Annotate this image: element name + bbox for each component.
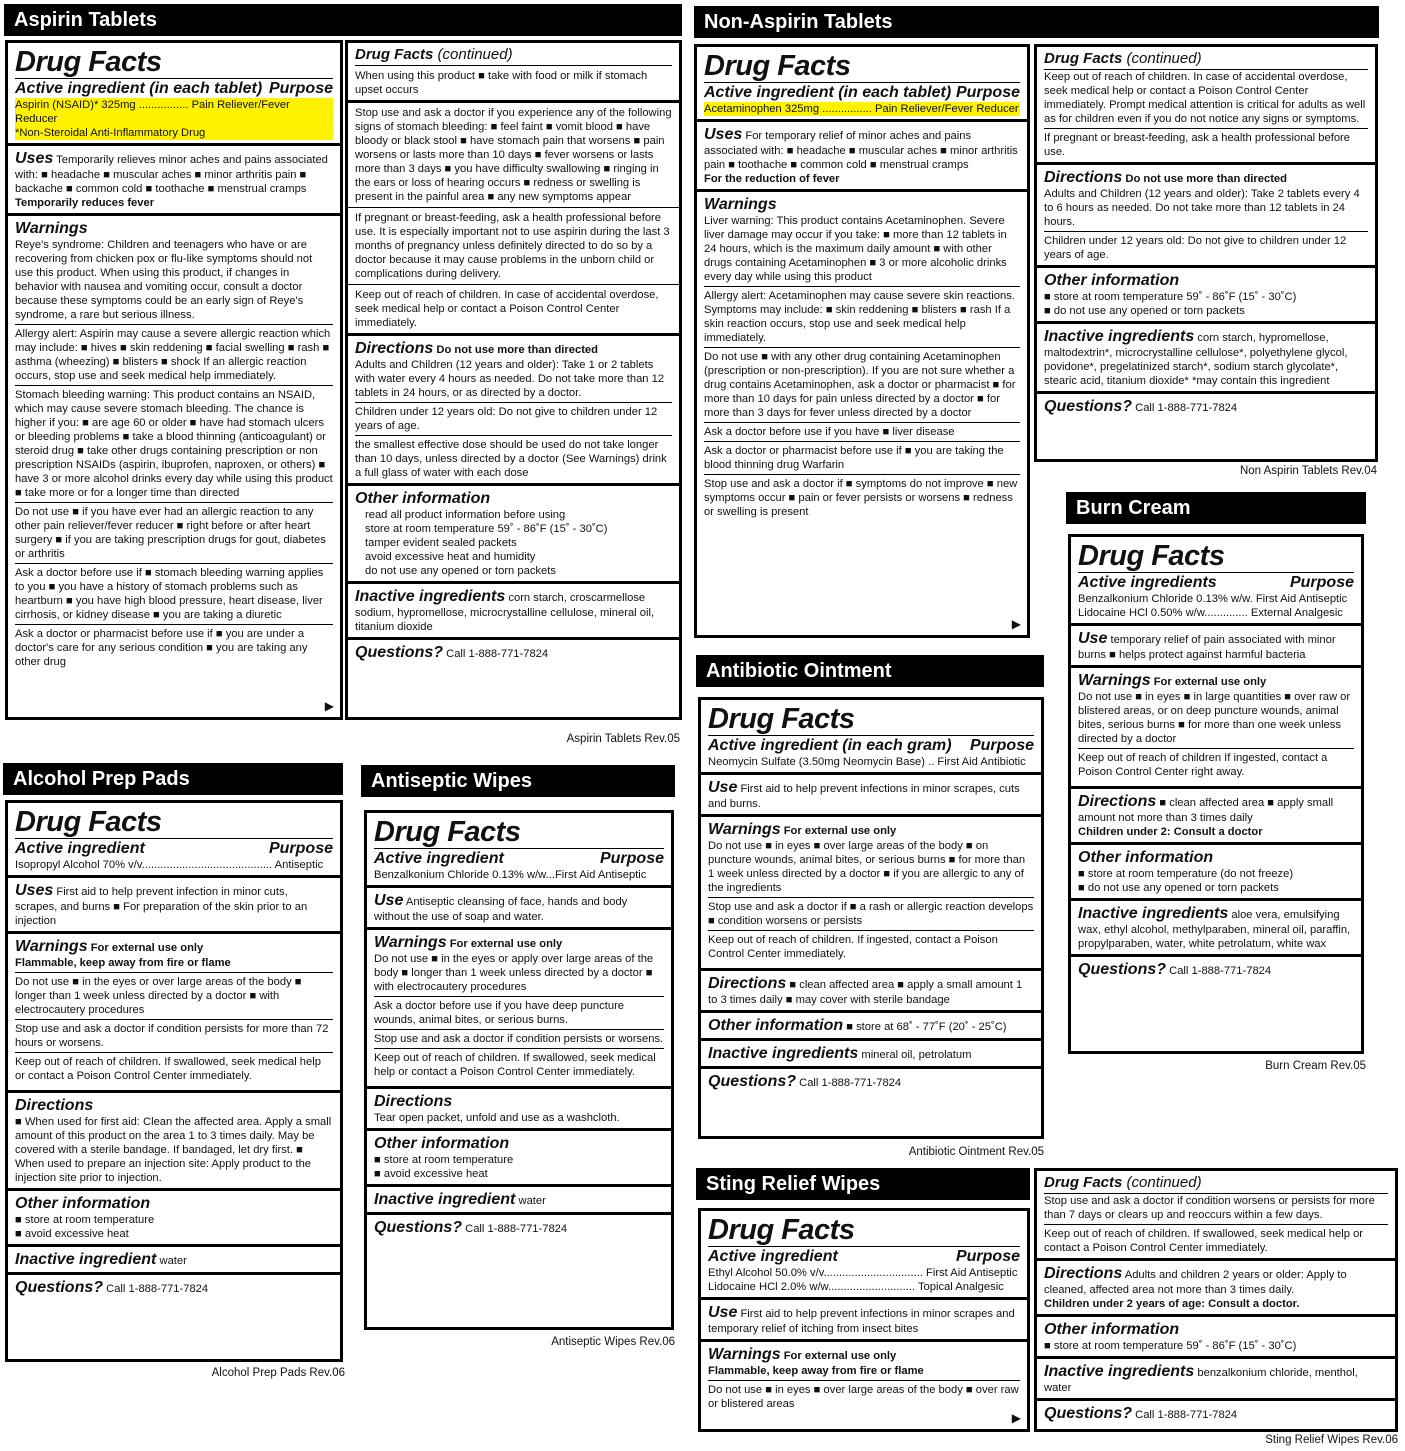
uses-heading: Use — [1078, 630, 1108, 647]
pregnant-warning: If pregnant or breast-feeding, ask a health professional before use. — [1044, 132, 1350, 158]
purpose-heading: Purpose — [1289, 574, 1354, 591]
drug-facts-title: Drug Facts — [15, 46, 162, 78]
other-info-heading: Other information — [374, 1135, 510, 1152]
do-not-use: Do not use ■ with any other drug containing Acetaminophen (prescription or non-prescription). If you are not sure whether a drug contains Acetaminophen, ask a doctor or pharmacist ■ for more than 10 days for pain unless directed by a doctor ■ for more than 3 days for fever unless directed by a doctor — [704, 350, 1020, 423]
other-info-line: avoid excessive heat and humidity — [365, 551, 536, 563]
stop-use: Stop use and ask a doctor if you experience any of the following signs of stomach bleeding: ■ feel faint ■ vomit blood ■ have bloody or black stool ■ have stomach pain that worsens ■ pain worsens or lasts more than 10 days ■ fever worsens or lasts more than 3 days ■ you have difficulty swallowing ■ ringing in the ears or loss of hearing occurs ■ redness or swelling is present in the painful area ■ any new symptoms appear — [348, 103, 679, 208]
questions-phone: Call 1-888-771-7824 — [465, 1223, 568, 1235]
drug-facts-cont-title: Drug Facts — [355, 46, 434, 63]
keep-out-reach: Keep out of reach of children. In case of accidental overdose, seek medical help or contact a Poison Control Center immediately. — [348, 285, 679, 336]
other-info-line: ■ do not use any opened or torn packets — [1078, 882, 1279, 894]
do-not-use: Do not use ■ in the eyes or over large areas of the body ■ longer than 1 week unless directed by a doctor ■ with electrocautery procedures — [15, 975, 333, 1020]
stop-use: Stop use and ask a doctor if ■ a rash or allergic reaction develops ■ condition worsens or persists — [708, 900, 1034, 931]
alcohol-panel — [5, 800, 343, 1362]
other-info-heading: Other information — [1044, 1321, 1180, 1338]
antibiotic-header: Antibiotic Ointment — [696, 655, 1044, 687]
when-using: When using this product ■ take with food or milk if stomach upset occurs — [355, 70, 648, 96]
uses-text: First aid to help prevent infection in minor cuts, scrapes, and burns ■ For preparation of the skin prior to an injection — [15, 886, 308, 927]
antiseptic-panel — [364, 810, 674, 1330]
drug-facts-title: Drug Facts — [374, 816, 521, 848]
nonaspirin-panel-left — [694, 44, 1030, 638]
directions-text: Adults and children 2 years or older: Apply to cleaned, affected area not more than 3 times daily. — [1044, 1269, 1347, 1296]
other-info-text: ■ store at 68˚ - 77˚F (20˚ - 25˚C) — [846, 1021, 1007, 1033]
warnings-heading: Warnings — [708, 821, 781, 838]
inactive-heading: Inactive ingredient — [374, 1191, 516, 1208]
inactive-heading: Inactive ingredients — [1044, 328, 1195, 345]
purpose-heading: Purpose — [969, 737, 1034, 754]
aspirin-revision: Aspirin Tablets Rev.05 — [566, 733, 680, 745]
active-heading: Active ingredient — [374, 850, 504, 867]
other-info-heading: Other information — [1078, 849, 1214, 866]
allergy-alert: Allergy alert: Aspirin may cause a severe allergic reaction which may include: ■ hives ■ skin reddening ■ facial swelling ■ rash ■ asthma (wheezing) ■ blisters ■ shock If an allergic reaction occurs, stop use and seek medical help immediately. — [15, 327, 333, 386]
purpose-heading: Purpose — [955, 84, 1020, 101]
inactive-text: water — [159, 1255, 187, 1267]
directions-heading: Directions — [1044, 1265, 1123, 1282]
active-ingredient: Neomycin Sulfate (3.50mg Neomycin Base) .. First Aid Antibiotic — [708, 756, 1026, 768]
ask-pharmacist: Ask a doctor or pharmacist before use if ■ you are under a doctor's care for any serious condition ■ you are taking any other drug — [15, 628, 308, 668]
burn-revision: Burn Cream Rev.05 — [1265, 1060, 1366, 1072]
questions-phone: Call 1-888-771-7824 — [799, 1077, 902, 1089]
antibiotic-revision: Antibiotic Ointment Rev.05 — [908, 1146, 1044, 1158]
questions-phone: Call 1-888-771-7824 — [106, 1283, 209, 1295]
other-info-line: tamper evident sealed packets — [365, 537, 517, 549]
liver-warning: Liver warning: This product contains Acetaminophen. Severe liver damage may occur if you take: ■ more than 12 tablets in 24 hours, which is the maximum daily amount ■ with other drugs containing Acetaminophen ■ 3 or more alcoholic drinks every day while using this product — [704, 214, 1020, 287]
directions-note: Do not use more than directed — [1125, 173, 1287, 185]
questions-heading: Questions? — [1044, 398, 1133, 415]
do-not-use: Do not use ■ in eyes ■ over large areas of the body ■ over raw or blistered areas — [708, 1384, 1019, 1410]
directions-note: Do not use more than directed — [436, 344, 598, 356]
do-not-use: Do not use ■ in eyes ■ in large quantities ■ over raw or blistered areas, or on deep puncture wounds, animal bites, serious burns ■ for more than one week unless directed by a doctor — [1078, 690, 1354, 749]
active-heading: Active ingredient — [708, 1248, 838, 1265]
burn-header: Burn Cream — [1066, 492, 1366, 524]
stop-use: Stop use and ask a doctor if condition persists or worsens. — [374, 1032, 664, 1049]
directions-heading: Directions — [374, 1093, 453, 1110]
inactive-text: corn starch, hypromellose, maltodextrin*, microcrystalline cellulose*, polyethylene glycol, povidone*, pregelatinized starch*, sodium starch glycolate*, stearic acid, titanium dioxide* *may contain this ingredient — [1044, 332, 1348, 387]
active-ingredient-1: Ethyl Alcohol 50.0% v/v................................ First Aid Antiseptic — [708, 1267, 1018, 1279]
stomach-warning: Stomach bleeding warning: This product contains an NSAID, which may cause severe stomach bleeding. The chance is higher if you: ■ are age 60 or older ■ have had stomach ulcers or bleeding problems ■ take a blood thinning (anticoagulant) or steroid drug ■ take other drugs containing prescription or non prescription NSAIDs (aspirin, ibuprofen, naproxen, or others) ■ have 3 or more alcohol drinks every day while using this product ■ take more or for a longer time than directed — [15, 388, 333, 503]
active-ingredient: Benzalkonium Chloride 0.13% w/w...First Aid Antiseptic — [374, 869, 647, 881]
other-info-line: store at room temperature 59˚ - 86˚F (15˚ - 30˚C) — [365, 523, 608, 535]
directions-children: Children under 12 years old: Do not give to children under 12 years of age. — [355, 405, 672, 436]
uses-heading: Uses — [15, 150, 54, 167]
stop-use: Stop use and ask a doctor if condition persists for more than 72 hours or worsens. — [15, 1022, 333, 1053]
questions-heading: Questions? — [708, 1073, 797, 1090]
warnings-heading: Warnings — [704, 196, 777, 213]
inactive-heading: Inactive ingredients — [1078, 905, 1229, 922]
uses-text: temporary relief of pain associated with minor burns ■ helps protect against harmful bacteria — [1078, 634, 1336, 661]
uses-text-2: For the reduction of fever — [704, 173, 840, 185]
active-ingredient-2: Lidocaine HCl 0.50% w/w.............. External Analgesic — [1078, 607, 1343, 619]
do-not-use: Do not use ■ in eyes ■ over large areas of the body ■ on puncture wounds, animal bites, or serious burns ■ for more than 1 week unless directed by a doctor ■ if you are allergic to any of the ingredients — [708, 839, 1034, 898]
uses-text: Antiseptic cleansing of face, hands and body without the use of soap and water. — [374, 896, 628, 923]
do-not-use: Do not use ■ if you have ever had an allergic reaction to any other pain reliever/fever reducer ■ right before or after heart surgery ■ if you are taking prescription drugs for gout, diabetes or arthritis — [15, 505, 333, 564]
flammable-warning: Flammable, keep away from fire or flame — [708, 1364, 1020, 1381]
questions-phone: Call 1-888-771-7824 — [1135, 1409, 1238, 1421]
directions-heading: Directions — [15, 1097, 94, 1114]
pregnant-warning: If pregnant or breast-feeding, ask a health professional before use. It is especially important not to use aspirin during the last 3 months of pregnancy unless definitely directed to do so by a doctor because it may cause problems in the unborn child or complications during delivery. — [348, 208, 679, 285]
play-triangle-icon: ▶ — [324, 699, 334, 713]
drug-facts-title: Drug Facts — [15, 806, 162, 838]
flammable-warning: Flammable, keep away from fire or flame — [15, 956, 333, 973]
keep-out-reach: Keep out of reach of children. In case of accidental overdose, seek medical help or contact a Poison Control Center immediately. Prompt medical attention is critical for adults as well as for children even if you do not notice any signs or symptoms. — [1044, 70, 1368, 129]
directions-heading: Directions — [1078, 793, 1157, 810]
aspirin-panel-right — [345, 40, 682, 720]
warnings-note: For external use only — [90, 942, 204, 954]
directions-text: ■ clean affected area ■ apply a small amount 1 to 3 times daily ■ may cover with sterile bandage — [708, 979, 1023, 1006]
uses-heading: Use — [374, 892, 404, 909]
play-triangle-icon: ▶ — [1011, 1411, 1021, 1425]
inactive-text: water — [518, 1195, 546, 1207]
purpose-heading: Purpose — [599, 850, 664, 867]
ask-pharmacist: Ask a doctor or pharmacist before use if ■ you are taking the blood thinning drug Warfarin — [704, 444, 1020, 475]
active-heading: Active ingredient (in each gram) — [708, 737, 952, 754]
active-heading: Active ingredient — [15, 840, 145, 857]
do-not-use: Do not use ■ in the eyes or apply over large areas of the body ■ longer than 1 week unless directed by a doctor ■ with electrocautery procedures — [374, 952, 664, 997]
warnings-heading: Warnings — [1078, 672, 1151, 689]
other-info-line: ■ store at room temperature (do not freeze) — [1078, 868, 1294, 880]
warnings-heading: Warnings — [15, 220, 88, 237]
directions-text: ■ When used for first aid: Clean the affected area. Apply a small amount of this product on the area 1 to 3 times daily. May be covered with a sterile bandage. If bandaged, let dry first. ■ When used to prepare an injection site: Apply product to the injection site prior to injection. — [15, 1116, 332, 1184]
questions-phone: Call 1-888-771-7824 — [446, 648, 549, 660]
questions-phone: Call 1-888-771-7824 — [1135, 402, 1238, 414]
warnings-note: For external use only — [449, 938, 563, 950]
directions-text: Tear open packet, unfold and use as a washcloth. — [374, 1112, 620, 1124]
other-info-heading: Other information — [355, 490, 491, 507]
directions-children: Children under 12 years old: Do not give to children under 12 years of age. — [1044, 235, 1347, 261]
uses-heading: Use — [708, 1304, 738, 1321]
aspirin-panel-left — [5, 40, 343, 720]
drug-facts-title: Drug Facts — [1078, 540, 1225, 572]
other-info-line: ■ store at room temperature — [15, 1214, 155, 1226]
other-info-line: read all product information before using — [365, 509, 566, 521]
other-info-line: do not use any opened or torn packets — [365, 565, 556, 577]
keep-out-reach: Keep out of reach of children. If swallowed, seek medical help or contact a Poison Control Center immediately. — [1044, 1228, 1364, 1254]
purpose-heading: Purpose — [268, 80, 333, 97]
other-info-line: ■ store at room temperature 59˚ - 86˚F (15˚ - 30˚C) — [1044, 291, 1297, 303]
alcohol-revision: Alcohol Prep Pads Rev.06 — [211, 1367, 345, 1379]
active-ingredient: Aspirin (NSAID)* 325mg ................ Pain Reliever/Fever Reducer — [15, 98, 333, 126]
other-info-heading: Other information — [1044, 272, 1180, 289]
active-heading: Active ingredient (in each tablet) — [15, 80, 263, 97]
active-note: *Non-Steroidal Anti-Inflammatory Drug — [15, 126, 333, 140]
other-info-heading: Other information — [708, 1017, 844, 1034]
continued-label: (continued) — [1126, 50, 1202, 67]
sting-panel-right — [1034, 1168, 1398, 1432]
inactive-heading: Inactive ingredient — [15, 1251, 157, 1268]
directions-heading: Directions — [1044, 169, 1123, 186]
warnings-note: For external use only — [783, 825, 897, 837]
purpose-heading: Purpose — [268, 840, 333, 857]
warnings-note: For external use only — [783, 1350, 897, 1362]
uses-text: For temporary relief of minor aches and pains associated with: ■ headache ■ muscular aches ■ minor arthritis pain ■ toothache ■ common cold ■ menstrual cramps — [704, 130, 1018, 171]
directions-adults: Adults and Children (12 years and older): Take 1 or 2 tablets with water every 4 hours as needed. Do not take more than 12 tablets in 24 hours, or as directed by a doctor. — [355, 358, 672, 403]
ask-doctor: Ask a doctor before use if you have deep puncture wounds, animal bites, or serious burns. — [374, 999, 664, 1030]
inactive-text: corn starch, croscarmellose sodium, hypromellose, microcrystalline cellulose, mineral oil, titanium dioxide — [355, 592, 655, 633]
warnings-heading: Warnings — [15, 938, 88, 955]
inactive-text: benzalkonium chloride, menthol, water — [1044, 1367, 1358, 1394]
directions-children: Children under 2 years of age: Consult a doctor. — [1044, 1298, 1300, 1310]
inactive-heading: Inactive ingredients — [1044, 1363, 1195, 1380]
antiseptic-header: Antiseptic Wipes — [361, 765, 675, 797]
reye-warning: Reye's syndrome: Children and teenagers who have or are recovering from chicken pox or flu-like symptoms should not use this product. When using this product, if changes in behavior with nausea and vomiting occur, consult a doctor because these symptoms could be an early sign of Reye's syndrome, a rare but serious illness. — [15, 238, 333, 325]
other-info-heading: Other information — [15, 1195, 151, 1212]
directions-children: Children under 2: Consult a doctor — [1078, 826, 1263, 838]
play-triangle-icon: ▶ — [1011, 617, 1021, 631]
ask-doctor: Ask a doctor before use if ■ stomach bleeding warning applies to you ■ you have a history of stomach problems such as heartburn ■ you have high blood pressure, heart disease, liver cirrhosis, or kidney disease ■ you are taking a diuretic — [15, 566, 333, 625]
uses-text: First aid to help prevent infections in minor scrapes and temporary relief of itching from insect bites — [708, 1308, 1015, 1335]
active-heading: Active ingredients — [1078, 574, 1217, 591]
questions-heading: Questions? — [355, 644, 444, 661]
keep-out-reach: Keep out of reach of children. If swallowed, seek medical help or contact a Poison Control Center immediately. — [15, 1056, 321, 1082]
continued-label: (continued) — [1126, 1174, 1202, 1191]
keep-out-reach: Keep out of reach of children If ingested, contact a Poison Control Center right away. — [1078, 752, 1328, 778]
aspirin-header: Aspirin Tablets — [4, 4, 682, 36]
active-ingredient: Isopropyl Alcohol 70% v/v.......................................... Antiseptic — [15, 859, 324, 871]
questions-phone: Call 1-888-771-7824 — [1169, 965, 1272, 977]
alcohol-header: Alcohol Prep Pads — [3, 763, 343, 795]
warnings-note: For external use only — [1153, 676, 1267, 688]
sting-revision: Sting Relief Wipes Rev.06 — [1265, 1434, 1398, 1446]
questions-heading: Questions? — [1078, 961, 1167, 978]
questions-heading: Questions? — [1044, 1405, 1133, 1422]
questions-heading: Questions? — [374, 1219, 463, 1236]
keep-out-reach: Keep out of reach of children. If swallowed, seek medical help or contact a Poison Control Center immediately. — [374, 1052, 656, 1078]
nonaspirin-header: Non-Aspirin Tablets — [694, 6, 1379, 38]
warnings-heading: Warnings — [374, 934, 447, 951]
uses-heading: Uses — [704, 126, 743, 143]
inactive-text: aloe vera, emulsifying wax, ethyl alcohol, methylparaben, mineral oil, paraffin, propylparaben, water, white petrolatum, white wax — [1078, 909, 1351, 950]
uses-text-2: Temporarily reduces fever — [15, 197, 155, 209]
drug-facts-title: Drug Facts — [704, 50, 851, 82]
other-info-line: ■ store at room temperature — [374, 1154, 514, 1166]
uses-text: Temporarily relieves minor aches and pains associated with: ■ headache ■ muscular aches ■ minor arthritis pain ■ backache ■ common cold ■ toothache ■ menstrual cramps — [15, 154, 328, 195]
drug-facts-cont-title: Drug Facts — [1044, 50, 1123, 67]
keep-out-reach: Keep out of reach of children. If ingested, contact a Poison Control Center immediately. — [708, 934, 998, 960]
other-info-line: ■ do not use any opened or torn packets — [1044, 305, 1245, 317]
warnings-heading: Warnings — [708, 1346, 781, 1363]
other-info-line: ■ avoid excessive heat — [15, 1228, 129, 1240]
questions-heading: Questions? — [15, 1279, 104, 1296]
active-ingredient: Acetaminophen 325mg ................ Pain Reliever/Fever Reducer — [704, 103, 1019, 115]
directions-adults: Adults and Children (12 years and older): Take 2 tablets every 4 to 6 hours as needed. Do not take more than 12 tablets in 24 hours. — [1044, 187, 1368, 232]
active-heading: Active ingredient (in each tablet) — [704, 84, 952, 101]
drug-facts-title: Drug Facts — [708, 703, 855, 735]
directions-text: ■ clean affected area ■ apply small amount not more than 3 times daily — [1078, 797, 1334, 824]
inactive-heading: Inactive ingredients — [708, 1045, 859, 1062]
stop-use: Stop use and ask a doctor if condition worsens or persists for more than 7 days or clears up and reoccurs within a few days. — [1044, 1194, 1388, 1225]
drug-facts-cont-title: Drug Facts — [1044, 1174, 1123, 1191]
burn-panel — [1068, 534, 1364, 1054]
inactive-heading: Inactive ingredients — [355, 588, 506, 605]
uses-heading: Use — [708, 779, 738, 796]
antiseptic-revision: Antiseptic Wipes Rev.06 — [551, 1336, 675, 1348]
inactive-text: mineral oil, petrolatum — [861, 1049, 972, 1061]
uses-heading: Uses — [15, 882, 54, 899]
sting-header: Sting Relief Wipes — [696, 1168, 1030, 1200]
continued-label: (continued) — [437, 46, 513, 63]
antibiotic-panel — [698, 697, 1044, 1139]
purpose-heading: Purpose — [955, 1248, 1020, 1265]
stop-use: Stop use and ask a doctor if ■ symptoms do not improve ■ new symptoms occur ■ pain or fever persists or worsens ■ redness or swelling is present — [704, 478, 1018, 518]
drug-facts-title: Drug Facts — [708, 1214, 855, 1246]
other-info-line: ■ avoid excessive heat — [374, 1168, 488, 1180]
other-info-text: ■ store at room temperature 59˚ - 86˚F (15˚ - 30˚C) — [1044, 1340, 1297, 1352]
directions-heading: Directions — [355, 340, 434, 357]
uses-text: First aid to help prevent infections in minor scrapes, cuts and burns. — [708, 783, 1020, 810]
allergy-alert: Allergy alert: Acetaminophen may cause severe skin reactions. Symptoms may include: ■ skin reddening ■ blisters ■ rash If a skin reaction occurs, stop use and seek medical help immediately. — [704, 289, 1020, 348]
nonaspirin-revision: Non Aspirin Tablets Rev.04 — [1239, 465, 1377, 477]
active-ingredient-1: Benzalkonium Chloride 0.13% w/w. First Aid Antiseptic — [1078, 593, 1348, 605]
directions-heading: Directions — [708, 975, 787, 992]
ask-doctor: Ask a doctor before use if you have ■ liver disease — [704, 425, 1020, 442]
nonaspirin-panel-right — [1034, 44, 1378, 462]
active-ingredient-2: Lidocaine HCl 2.0% w/w............................ Topical Analgesic — [708, 1281, 1004, 1293]
sting-panel-left — [698, 1208, 1030, 1432]
directions-extra: the smallest effective dose should be used do not take longer than 10 days, unless directed by a doctor (See Warnings) drink a full glass of water with each dose — [355, 439, 667, 479]
